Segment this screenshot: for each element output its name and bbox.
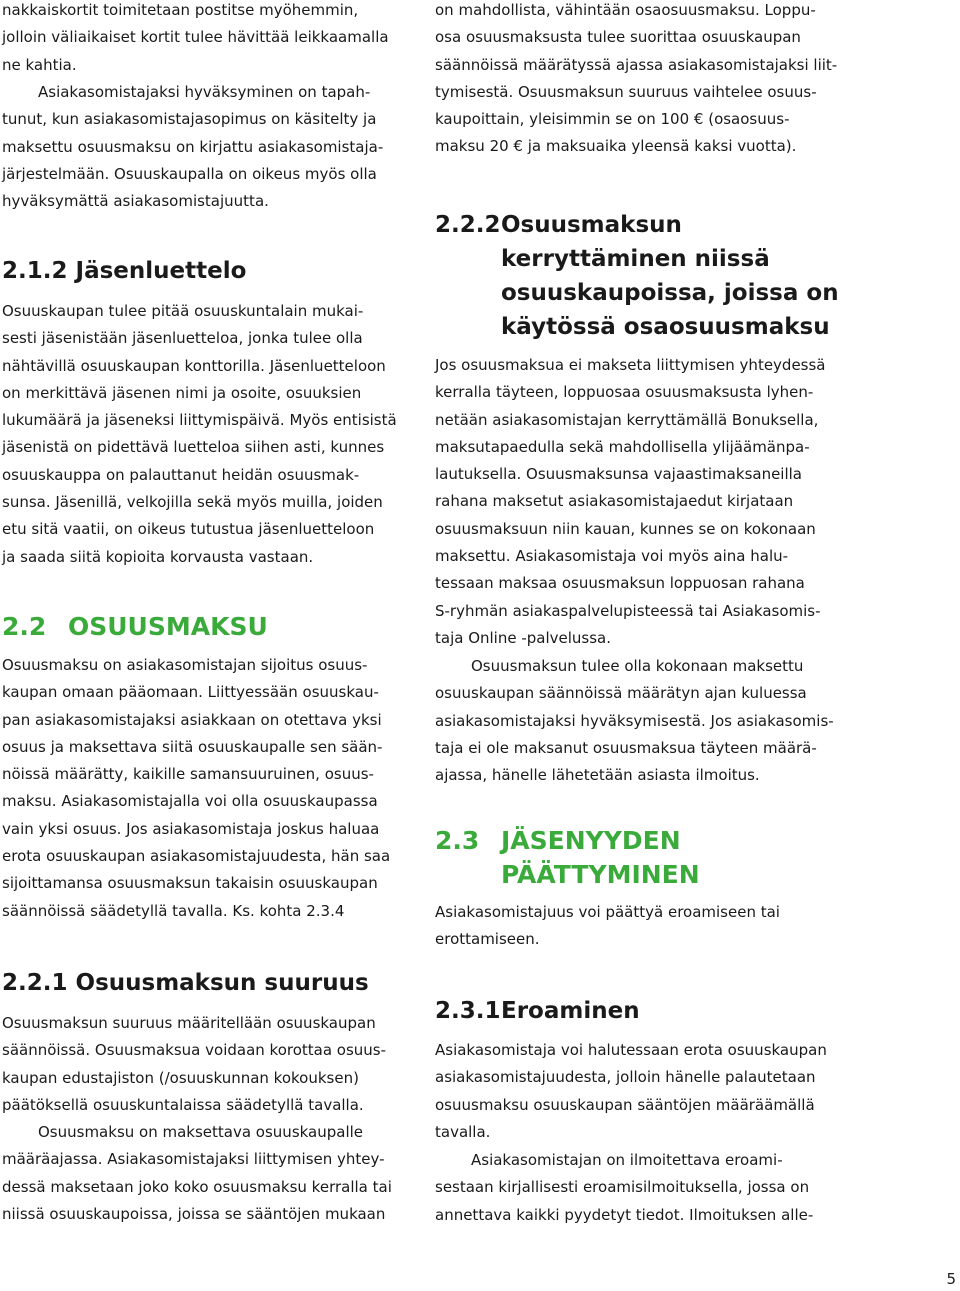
heading-2-3 [435,824,700,892]
heading-title-line: Osuusmaksun [501,212,682,238]
paragraph-membership-end [435,899,780,954]
paragraph-accumulation [435,352,826,652]
heading-2-2-1 [2,966,369,1000]
text-line: säännöissä. Osuusmaksua voidaan korottaa osuus- [2,1041,387,1060]
text-line: maksettu. Asiakasomistaja voi myös aina halu- [435,547,789,566]
text-line: Osuusmaksun tulee olla kokonaan maksettu [471,657,804,675]
heading-title: Eroaminen [501,998,640,1024]
heading-title-line: kerryttäminen niissä [501,246,770,272]
paragraph-share-amount [2,1010,386,1119]
text-line: niissä osuuskaupoissa, joissa se sääntöjen mukaan [2,1204,386,1223]
heading-title-line: JÄSENYYDEN [501,826,681,855]
text-line: ne kahtia. [2,55,77,74]
heading-title: Jäsenluettelo [75,258,247,284]
text-line: nakkaiskortit toimitetaan postitse myöhemmin, [2,1,359,19]
text-line: maksu 20 € ja maksuaika yleensä kaksi vuotta). [435,137,797,156]
text-line: osuuskaupan säännöissä määrätyn ajan kuluessa [435,684,807,703]
text-line: Asiakasomistajaksi hyväksyminen on tapah- [38,83,371,101]
text-line: kerralla täyteen, loppuosaa osuusmaksusta lyhen- [435,383,814,402]
text-line: säännöissä säädetyllä tavalla. Ks. kohta 2.3.4 [2,901,345,920]
text-line: annettava kaikki pyydetyt tiedot. Ilmoituksen alle- [435,1205,814,1224]
heading-title: OSUUSMAKSU [68,612,268,641]
paragraph-full-payment [435,653,834,789]
text-line: on mahdollista, vähintään osaosuusmaksu. Loppu- [435,1,816,19]
text-line: maksettu osuusmaksu on kirjattu asiakasomistaja- [2,137,384,156]
paragraph-resignation-notice [435,1147,813,1229]
text-line: asiakasomistajuudesta, jolloin hänelle palautetaan [435,1068,816,1087]
text-line: sunsa. Jäsenillä, velkojilla sekä myös muilla, joiden [2,493,383,512]
text-line: lautuksella. Osuusmaksunsa vajaastimaksaneilla [435,465,803,484]
text-line: vain yksi osuus. Jos asiakasomistaja joskus haluaa [2,819,380,838]
text-line: erottamiseen. [435,930,540,949]
text-line: säännöissä määrätyssä ajassa asiakasomistajaksi liit- [435,55,838,74]
text-line: netään asiakasomistajan kerryttämällä Bonuksella, [435,410,819,429]
text-line: Jos osuusmaksua ei makseta liittymisen yhteydessä [435,356,826,374]
text-line: on merkittävä jäsenen nimi ja osoite, osuuksien [2,383,362,402]
text-line: tessaan maksaa osuusmaksun loppuosan rahana [435,574,805,593]
text-line: tymisestä. Osuusmaksun suuruus vaihtelee osuus- [435,82,817,101]
text-line: sijoittamansa osuusmaksun takaisin osuuskaupan [2,874,378,893]
text-line: kaupan edustajiston (/osuuskunnan kokouksen) [2,1068,359,1087]
heading-number: 2.3 [435,826,480,855]
heading-title-line: käytössä osaosuusmaksu [501,314,830,340]
paragraph-member-list [2,298,397,571]
text-line: Osuuskaupan tulee pitää osuuskuntalain mukai- [2,302,364,320]
text-line: nähtävillä osuuskaupan konttorilla. Jäsenluetteloon [2,356,386,375]
heading-2-3-1 [435,994,640,1028]
heading-number: 2.3.1 [435,998,501,1024]
text-line: osuusmaksu osuuskaupan sääntöjen määräämällä [435,1095,815,1114]
text-line: maksu. Asiakasomistajalla voi olla osuuskaupassa [2,792,378,811]
text-line: sesti jäsenistään jäsenluetteloa, jonka tulee olla [2,329,363,348]
heading-title-line: PÄÄTTYMINEN [501,860,700,889]
heading-number: 2.1.2 [2,258,68,284]
text-line: osuus ja maksettava siitä osuuskaupalle sen sään- [2,737,383,756]
text-line: järjestelmään. Osuuskaupalla on oikeus myös olla [2,164,377,183]
page-number: 5 [946,1270,956,1288]
text-line: nöissä määrätty, kaikille samansuuruinen, osuus- [2,765,374,784]
text-line: ajassa, hänelle lähetetään asiasta ilmoitus. [435,766,760,785]
text-line: maksutapaedulla sekä mahdollisella ylijäämänpa- [435,437,810,456]
text-line: Asiakasomistajuus voi päättyä eroamiseen tai [435,903,780,921]
text-line: rahana maksetut asiakasomistajaedut kirjataan [435,492,794,511]
text-line: päätöksellä osuuskuntalaissa säädetyllä tavalla. [2,1095,364,1114]
heading-number: 2.2.2 [435,212,501,238]
text-line: Asiakasomistaja voi halutessaan erota osuuskaupan [435,1041,827,1059]
text-line: Osuusmaksun suuruus määritellään osuuskaupan [2,1014,376,1032]
heading-2-2 [2,610,268,644]
text-line: asiakasomistajaksi hyväksymisestä. Jos asiakasomis- [435,711,834,730]
text-line: Osuusmaksu on asiakasomistajan sijoitus osuus- [2,656,368,674]
intro-paragraph [2,0,389,79]
text-line: taja ei ole maksanut osuusmaksua täyteen määrä- [435,738,817,757]
heading-title-line: osuuskaupoissa, joissa on [501,280,839,306]
text-line: etu sitä vaatii, on oikeus tutustua jäsenluetteloon [2,520,375,539]
paragraph-resignation [435,1037,827,1146]
heading-title: Osuusmaksun suuruus [75,970,369,996]
paragraph-continuation [435,0,837,161]
text-line: osuuskauppa on palauttanut heidän osuusmak- [2,465,360,484]
heading-2-2-2 [435,208,839,344]
text-line: taja Online -palvelussa. [435,628,612,647]
text-line: S-ryhmän asiakaspalvelupisteessä tai Asiakasomis- [435,601,821,620]
text-line: jäsenistä on pidettävä luetteloa siihen asti, kunnes [2,438,385,457]
heading-number: 2.2.1 [2,970,68,996]
text-line: kaupoittain, yleisimmin se on 100 € (osaosuus- [435,110,790,129]
heading-number: 2.2 [2,612,47,641]
text-line: lukumäärä ja jäseneksi liittymispäivä. Myös entisistä [2,411,397,430]
text-line: hyväksymättä asiakasomistajuutta. [2,192,269,211]
paragraph-payment-deadline [2,1119,392,1228]
heading-2-1-2 [2,254,246,288]
text-line: tavalla. [435,1122,491,1141]
text-line: pan asiakasomistajaksi asiakkaan on otettava yksi [2,710,382,729]
text-line: Asiakasomistajan on ilmoitettava eroami- [471,1151,783,1169]
text-line: sestaan kirjallisesti eroamisilmoituksella, jossa on [435,1178,810,1197]
text-line: osa osuusmaksusta tulee suorittaa osuuskaupan [435,28,801,47]
text-line: määräajassa. Asiakasomistajaksi liittymisen yhtey- [2,1150,385,1169]
text-line: jolloin väliaikaiset kortit tulee hävittää leikkaamalla [2,28,389,47]
text-line: erota osuuskaupan asiakasomistajuudesta, hän saa [2,847,391,866]
paragraph-share-payment [2,652,390,925]
text-line: dessä maksetaan joko koko osuusmaksu kerralla tai [2,1177,392,1196]
text-line: osuusmaksuun niin kauan, kunnes se on kokonaan [435,519,816,538]
text-line: Osuusmaksu on maksettava osuuskaupalle [38,1123,364,1141]
text-line: ja saada siitä kopioita korvausta vastaan. [2,547,314,566]
text-line: kaupan omaan pääomaan. Liittyessään osuuskau- [2,683,379,702]
paragraph-acceptance [2,79,383,215]
text-line: tunut, kun asiakasomistajasopimus on käsitelty ja [2,110,377,129]
